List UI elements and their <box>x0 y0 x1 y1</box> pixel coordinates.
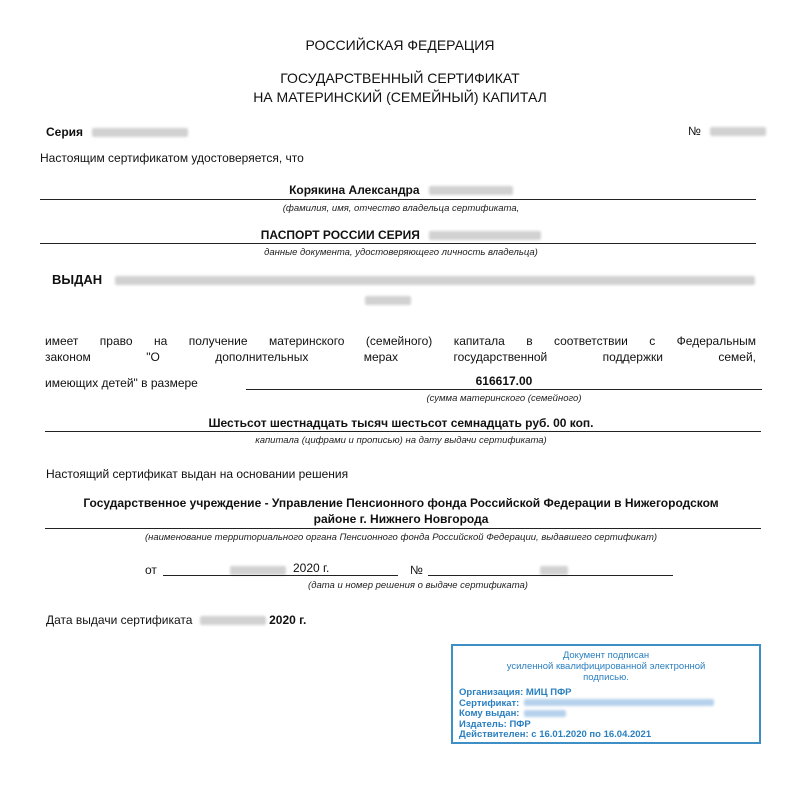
holder-underline <box>40 199 756 200</box>
amount-words: Шестьсот шестнадцать тысяч шестьсот семнадцать руб. 00 коп. <box>208 416 594 430</box>
country-heading: РОССИЙСКАЯ ФЕДЕРАЦИЯ <box>305 37 495 53</box>
authority-line2: районе г. Нижнего Новгорода <box>313 512 489 526</box>
stamp-valid: Действителен: с 16.01.2020 по 16.04.2021 <box>459 729 652 740</box>
issued-redacted-line2 <box>365 292 411 310</box>
electronic-signature-stamp <box>451 644 761 744</box>
series-redacted <box>92 128 188 137</box>
amount-underline <box>246 389 762 390</box>
amount-words-underline <box>45 431 761 432</box>
basis-intro: Настоящий сертификат выдан на основании решения <box>46 467 349 481</box>
authority-underline <box>45 528 761 529</box>
certificate-title-line2: НА МАТЕРИНСКИЙ (СЕМЕЙНЫЙ) КАПИТАЛ <box>253 89 547 105</box>
passport-underline <box>40 243 756 244</box>
stamp-org: Организация: МИЦ ПФР <box>459 687 572 698</box>
holder-name-row <box>40 183 762 197</box>
series-row <box>46 125 188 139</box>
stamp-cert-redacted <box>524 699 714 706</box>
certificate-title-line1: ГОСУДАРСТВЕННЫЙ СЕРТИФИКАТ <box>280 70 520 86</box>
decision-date-redacted <box>230 562 286 580</box>
decision-number-underline <box>428 575 673 576</box>
stamp-issued-to-label: Кому выдан: <box>459 708 520 719</box>
passport-row <box>40 228 762 242</box>
amount-value: 616617.00 <box>475 374 533 388</box>
stamp-line2: усиленной квалифицированной электронной <box>506 661 706 672</box>
rights-line3: имеющих детей" в размере <box>45 376 198 390</box>
rights-line1: имеет право на получение материнского (семейного) капитала в соответствии с Федеральным <box>45 334 756 348</box>
issue-date-row <box>46 613 306 627</box>
passport-label: ПАСПОРТ РОССИИ СЕРИЯ <box>260 228 420 242</box>
issue-date-year: 2020 г. <box>269 613 307 627</box>
series-label: Серия <box>46 125 84 139</box>
authority-line1: Государственное учреждение - Управление Пенсионного фонда Российской Федерации в Нижегородском <box>83 496 719 510</box>
stamp-cert-label: Сертификат: <box>459 697 520 709</box>
stamp-issued-to-row <box>459 709 714 720</box>
number-redacted <box>710 127 766 136</box>
passport-redacted <box>429 231 541 240</box>
issued-redacted <box>115 272 755 290</box>
issue-date-label: Дата выдачи сертификата <box>46 613 193 627</box>
issued-label: ВЫДАН <box>52 272 103 287</box>
decision-from-label: от <box>145 563 157 577</box>
decision-year: 2020 г. <box>293 561 330 575</box>
decision-number-label: № <box>410 563 423 577</box>
stamp-line1: Документ подписан <box>562 650 650 661</box>
stamp-issued-to-redacted <box>524 710 566 717</box>
amount-caption: (сумма материнского (семейного) <box>426 393 582 404</box>
holder-name: Корякина Александра <box>289 183 420 197</box>
stamp-issuer: Издатель: ПФР <box>459 718 531 730</box>
holder-caption: (фамилия, имя, отчество владельца сертификата, <box>282 203 520 214</box>
stamp-line3: подписью. <box>583 672 629 683</box>
intro-text: Настоящим сертификатом удостоверяется, что <box>40 151 304 165</box>
stamp-details <box>459 688 714 741</box>
issue-date-redacted <box>200 616 266 625</box>
stamp-header <box>453 646 759 683</box>
holder-name-redacted <box>429 186 513 195</box>
decision-caption: (дата и номер решения о выдаче сертификата) <box>308 580 528 591</box>
amount-words-caption: капитала (цифрами и прописью) на дату выдачи сертификата) <box>255 435 547 446</box>
decision-date-underline <box>163 575 398 576</box>
passport-caption: данные документа, удостоверяющего личность владельца) <box>264 247 538 258</box>
number-row <box>688 124 766 138</box>
rights-line2: законом "О дополнительных мерах государственной поддержки семей, <box>45 350 756 364</box>
decision-number-redacted <box>540 562 568 580</box>
number-label: № <box>688 124 701 138</box>
authority-caption: (наименование территориального органа Пенсионного фонда Российской Федерации, выдавшего сертификат) <box>144 532 658 543</box>
